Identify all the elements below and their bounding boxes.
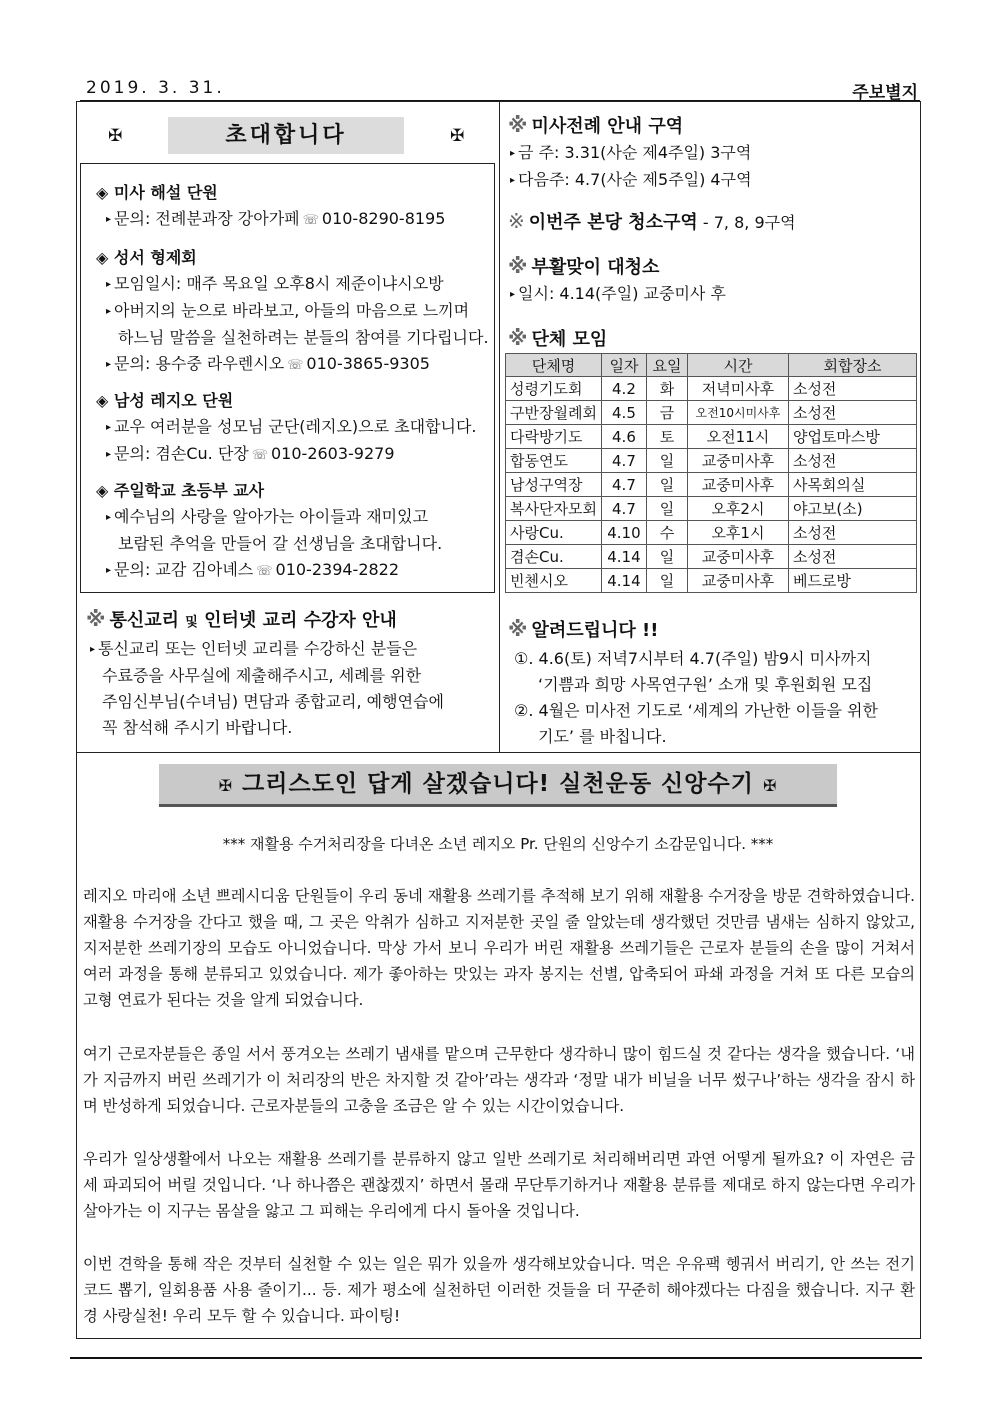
cell-group: 남성구역장 — [506, 473, 602, 497]
table-row — [506, 497, 917, 521]
description-line: 꼭 참석해 주시기 바랍니다. — [102, 718, 293, 737]
section-heading: 미사 해설 단원 — [113, 183, 218, 202]
table-row — [506, 425, 917, 449]
column-header: 시간 — [687, 354, 788, 377]
notice-section — [508, 616, 878, 750]
invitation-title: 초대합니다 — [168, 117, 404, 154]
bullet-icon: ▸ — [106, 565, 112, 576]
bullet-icon: ▸ — [106, 422, 112, 433]
cross-icon: ✠ — [218, 776, 234, 795]
cell-day: 일 — [646, 449, 687, 473]
essay-title: 그리스도인 답게 살겠습니다! 실천운동 신앙수기 — [242, 771, 754, 797]
cell-date: 4.7 — [601, 473, 646, 497]
easter-cleaning-section — [508, 253, 726, 308]
section-mark-icon: ※ — [508, 209, 525, 233]
section-mark-icon: ※ — [508, 254, 528, 278]
description-line: 예수님의 사랑을 알아가는 아이들과 재미있고 — [114, 507, 429, 526]
cell-day: 토 — [646, 425, 687, 449]
table-row — [506, 569, 917, 593]
bulletin-date: 2019. 3. 31. — [86, 78, 225, 98]
cell-date: 4.7 — [601, 497, 646, 521]
cell-date: 4.14 — [601, 569, 646, 593]
bullet-icon: ▸ — [106, 214, 112, 225]
phone-number: 010-3865-9305 — [306, 354, 430, 373]
cell-place: 베드로방 — [788, 569, 916, 593]
cell-place: 사목회의실 — [788, 473, 916, 497]
invite-section-bible — [96, 245, 489, 379]
bullet-icon: ▸ — [106, 359, 112, 370]
cell-group: 합동연도 — [506, 449, 602, 473]
table-row — [506, 545, 917, 569]
section-icon: ◈ — [96, 481, 109, 500]
cross-icon-right: ✠ — [450, 126, 465, 146]
bullet-icon: ▸ — [106, 279, 112, 290]
cell-day: 화 — [646, 377, 687, 401]
invite-section-legio — [96, 388, 477, 469]
cell-date: 4.5 — [601, 401, 646, 425]
bullet-icon: ▸ — [510, 289, 516, 300]
cell-date: 4.6 — [601, 425, 646, 449]
cell-place: 야고보(소) — [788, 497, 916, 521]
phone-number: 010-8290-8195 — [321, 209, 446, 228]
cell-group: 겸손Cu. — [506, 545, 602, 569]
section-title: 미사전례 안내 구역 — [531, 116, 684, 137]
section-title: 이번주 본당 청소구역 — [528, 212, 698, 233]
liturgy-next-week: 다음주: 4.7(사순 제5주일) 4구역 — [518, 170, 752, 189]
cell-place: 소성전 — [788, 521, 916, 545]
table-row — [506, 449, 917, 473]
column-header: 단체명 — [506, 354, 602, 377]
section-icon: ◈ — [96, 183, 109, 202]
column-header: 일자 — [601, 354, 646, 377]
section-title: 단체 모임 — [531, 329, 608, 350]
section-title-rest: 인터넷 교리 수강자 안내 — [204, 610, 397, 631]
phone-icon: ☏ — [302, 213, 319, 228]
cell-place: 양업토마스방 — [788, 425, 916, 449]
liturgy-this-week: 금 주: 3.31(사순 제4주일) 3구역 — [518, 143, 752, 162]
cell-time: 저녁미사후 — [687, 377, 788, 401]
cell-place: 소성전 — [788, 545, 916, 569]
section-title: 통신교리 — [109, 610, 180, 631]
cell-day: 수 — [646, 521, 687, 545]
contact-text: 문의: 전례분과장 강아가페 — [114, 209, 300, 228]
phone-icon: ☏ — [251, 448, 268, 463]
description-line: 아버지의 눈으로 바라보고, 아들의 마음으로 느끼며 — [114, 301, 470, 320]
page-header — [82, 78, 920, 103]
bulletin-section-label: 주보별지 — [852, 83, 918, 103]
cell-place: 소성전 — [788, 377, 916, 401]
notice-item: ①. 4.6(토) 저녁7시부터 4.7(주일) 밤9시 미사까지 — [514, 649, 872, 668]
section-icon: ◈ — [96, 248, 109, 267]
phone-number: 010-2394-2822 — [275, 560, 400, 579]
cell-group: 성령기도회 — [506, 377, 602, 401]
cell-place: 소성전 — [788, 401, 916, 425]
section-icon: ◈ — [96, 391, 109, 410]
cell-place: 소성전 — [788, 449, 916, 473]
essay-paragraph: 이번 견학을 통해 작은 것부터 실천할 수 있는 일은 뭐가 있을까 생각해보았습니다. 먹은 우유팩 헹궈서 버리기, 안 쓰는 전기코드 뽑기, 일회용품 사용 줄이기... 등. 제가 평소에 실천하던 이러한 것들을 더 꾸준히 해야겠다는 다짐을 했습니다. 지구 환경 사랑실천! 우리 모두 할 수 있습니다. 파이팅! — [83, 1255, 915, 1325]
description-line: 교우 여러분을 성모님 군단(레지오)으로 초대합니다. — [114, 417, 477, 436]
section-heading: 남성 레지오 단원 — [113, 391, 234, 410]
bullet-icon: ▸ — [90, 644, 96, 655]
phone-icon: ☏ — [256, 564, 273, 579]
column-header: 요일 — [646, 354, 687, 377]
cell-group: 사랑Cu. — [506, 521, 602, 545]
easter-cleaning-time: 일시: 4.14(주일) 교중미사 후 — [518, 284, 726, 303]
cross-icon: ✠ — [762, 776, 778, 795]
cleaning-section — [508, 208, 796, 236]
notice-item-cont: ‘기쁨과 희망 사목연구원’ 소개 및 후원회원 모집 — [538, 675, 873, 694]
section-mark-icon: ※ — [86, 607, 106, 631]
bullet-icon: ▸ — [510, 175, 516, 186]
description-line: 주임신부님(수녀님) 면담과 종합교리, 예행연습에 — [102, 692, 444, 711]
cell-time: 오전11시 — [687, 425, 788, 449]
bullet-icon: ▸ — [106, 449, 112, 460]
table-header-row — [506, 354, 917, 377]
bullet-icon: ▸ — [106, 306, 112, 317]
invite-section-commentator — [96, 180, 445, 234]
cell-day: 금 — [646, 401, 687, 425]
section-title-connector: 및 — [185, 615, 198, 630]
liturgy-section — [508, 112, 752, 194]
notice-item-cont: 기도’ 를 바칩니다. — [538, 727, 667, 746]
phone-number: 010-2603-9279 — [271, 444, 395, 463]
groups-heading — [508, 325, 607, 353]
description-line: 보람된 추억을 만들어 갈 선생님을 초대합니다. — [118, 534, 443, 553]
cell-group: 다락방기도 — [506, 425, 602, 449]
description-line: 통신교리 또는 인터넷 교리를 수강하신 분들은 — [98, 639, 418, 658]
cell-date: 4.10 — [601, 521, 646, 545]
footer-rule — [70, 1357, 922, 1359]
column-divider — [499, 101, 500, 753]
group-meetings-table — [505, 353, 917, 593]
cell-time: 오후1시 — [687, 521, 788, 545]
cell-time: 교중미사후 — [687, 473, 788, 497]
section-title: 알려드립니다 !! — [531, 620, 659, 641]
essay-paragraph: 우리가 일상생활에서 나오는 재활용 쓰레기를 분류하지 않고 일반 쓰레기로 처리해버리면 과연 어떻게 될까요? 이 자연은 금세 파괴되어 버릴 것입니다. ‘나 하나쯤은 괜찮겠지’ 하면서 몰래 무단투기하거나 재활용 분류를 제대로 하지 않는다면 우리가 살아가는 이 지구는 몸살을 앓고 그 피해는 우리에게 다시 돌아올 것입니다. — [83, 1150, 915, 1220]
essay-banner — [159, 764, 837, 807]
section-mark-icon: ※ — [508, 113, 528, 137]
essay-intro: *** 재활용 수거처리장을 다녀온 소년 레지오 Pr. 단원의 신앙수기 소감문입니다. *** — [222, 835, 774, 853]
cell-day: 일 — [646, 569, 687, 593]
invite-section-sundayschool — [96, 478, 442, 585]
cell-day: 일 — [646, 545, 687, 569]
contact-text: 문의: 겸손Cu. 단장 — [114, 444, 249, 463]
table-row — [506, 401, 917, 425]
bullet-icon: ▸ — [510, 148, 516, 159]
column-header: 회합장소 — [788, 354, 916, 377]
cleaning-zones: - 7, 8, 9구역 — [697, 213, 796, 232]
cell-time: 오후2시 — [687, 497, 788, 521]
notice-item: ②. 4월은 미사전 기도로 ‘세계의 가난한 이들을 위한 — [514, 701, 878, 720]
phone-icon: ☏ — [287, 358, 304, 373]
section-divider — [76, 752, 921, 753]
section-mark-icon: ※ — [508, 326, 528, 350]
essay-paragraph: 여기 근로자분들은 종일 서서 풍겨오는 쓰레기 냄새를 맡으며 근무한다 생각하니 많이 힘드실 것 같다는 생각을 했습니다. ‘내가 지금까지 버린 쓰레기가 이 처리장의 반은 차지할 것 같아’라는 생각과 ‘정말 내가 비닐을 너무 썼구나’하는 생각을 잠시 하며 반성하게 되었습니다. 근로자분들의 고충을 조금은 알 수 있는 시간이었습니다. — [83, 1045, 915, 1115]
table-row — [506, 473, 917, 497]
cell-day: 일 — [646, 473, 687, 497]
section-heading: 주일학교 초등부 교사 — [113, 481, 265, 500]
cell-time: 교중미사후 — [687, 545, 788, 569]
cell-group: 구반장월례회 — [506, 401, 602, 425]
table-row — [506, 521, 917, 545]
cell-day: 일 — [646, 497, 687, 521]
description-line: 수료증을 사무실에 제출해주시고, 세례를 위한 — [102, 666, 422, 685]
bullet-icon: ▸ — [106, 512, 112, 523]
table-row — [506, 377, 917, 401]
essay-paragraph: 레지오 마리애 소년 쁘레시디움 단원들이 우리 동네 재활용 쓰레기를 추적해 보기 위해 재활용 수거장을 방문 견학하였습니다. 재활용 수거장을 간다고 했을 때, 그 곳은 악취가 심하고 지저분한 곳일 줄 알았는데 생각했던 것만큼 냄새는 심하지 않았고, 지저분한 쓰레기장의 모습도 아니었습니다. 막상 가서 보니 우리가 버린 재활용 쓰레기들은 근로자 분들의 손을 많이 거쳐서 여러 과정을 통해 분류되고 있었습니다. 제가 좋아하는 맛있는 과자 봉지는 선별, 압축되어 파쇄 과정을 거쳐 또 다른 모습의 고형 연료가 된다는 것을 알게 되었습니다. — [83, 887, 915, 1009]
cell-group: 빈첸시오 — [506, 569, 602, 593]
description-line: 하느님 말씀을 실천하려는 분들의 참여를 기다립니다. — [118, 328, 489, 347]
cell-time: 교중미사후 — [687, 449, 788, 473]
cell-date: 4.7 — [601, 449, 646, 473]
cell-date: 4.14 — [601, 545, 646, 569]
section-mark-icon: ※ — [508, 617, 528, 641]
section-heading: 성서 형제회 — [113, 248, 197, 267]
distance-learning-section — [86, 606, 444, 741]
cell-date: 4.2 — [601, 377, 646, 401]
cross-icon-left: ✠ — [108, 126, 123, 146]
section-title: 부활맞이 대청소 — [531, 257, 660, 278]
cell-time: 오전10시미사후 — [687, 401, 788, 425]
cell-time: 교중미사후 — [687, 569, 788, 593]
contact-text: 문의: 용수중 라우렌시오 — [114, 354, 285, 373]
meeting-time: 모임일시: 매주 목요일 오후8시 제준이냐시오방 — [114, 274, 444, 293]
cell-group: 복사단자모회 — [506, 497, 602, 521]
contact-text: 문의: 교감 김아녜스 — [114, 560, 254, 579]
